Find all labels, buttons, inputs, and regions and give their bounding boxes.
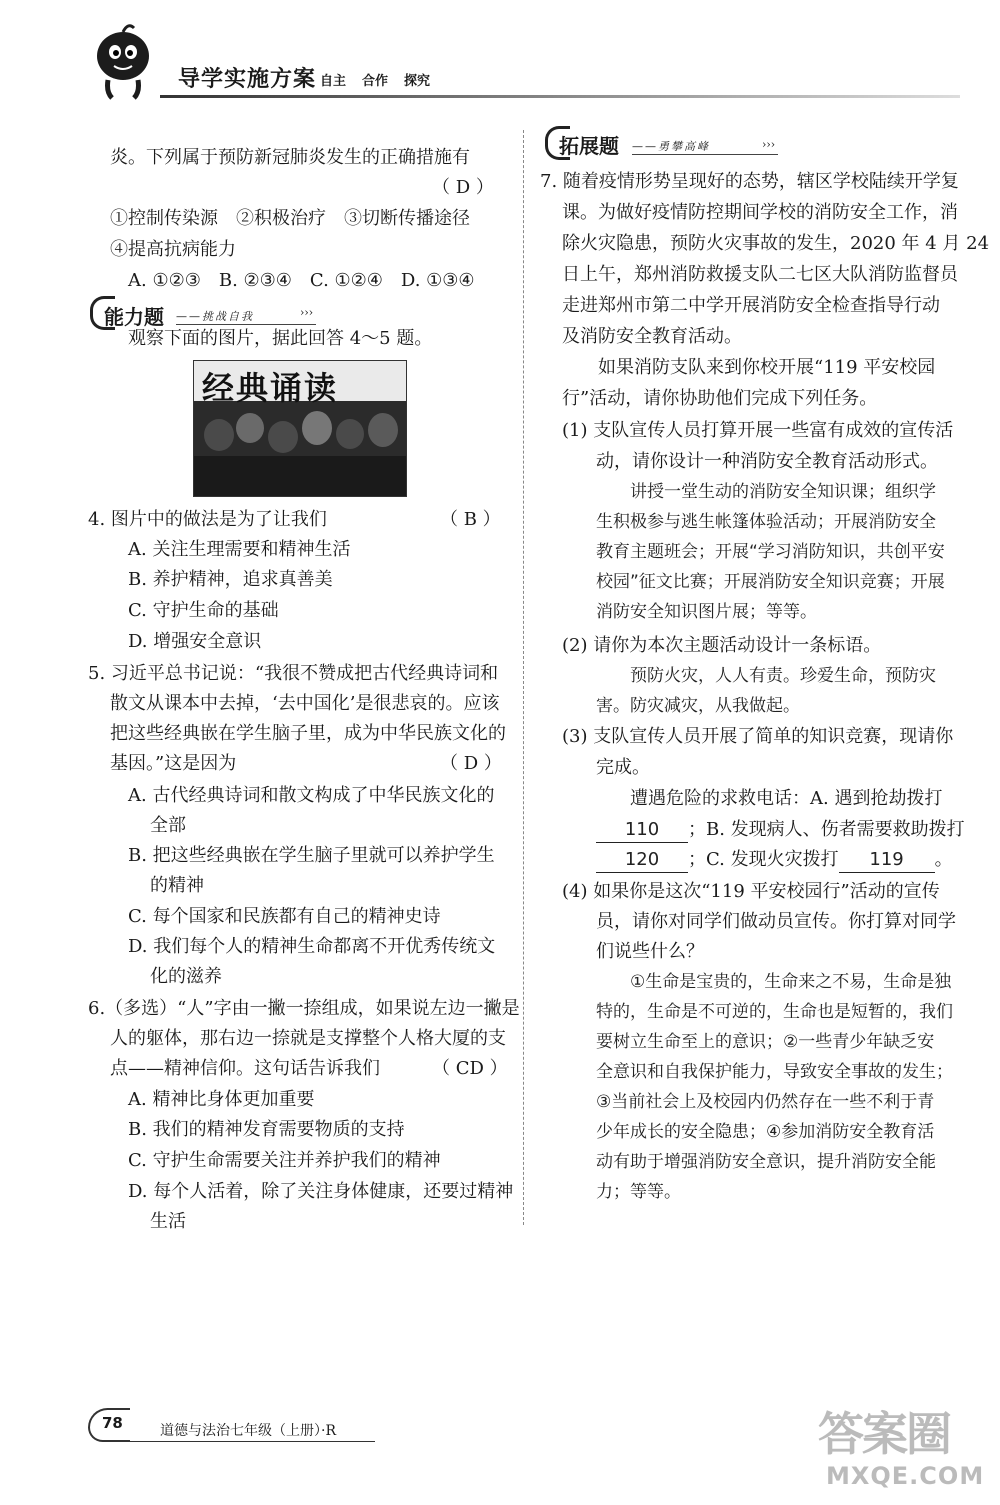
q6-option-a: A. 精神比身体更加重要: [128, 1089, 315, 1110]
q7-part3-row-2: [596, 818, 965, 843]
mascot-logo: [88, 22, 158, 104]
q7-part2-answer-2: 害。防灾减灾，从我做起。: [596, 696, 800, 716]
q6-answer: （ CD ）: [432, 1058, 508, 1079]
q7-part1-1: (1) 支队宣传人员打算开展一些富有成效的宣传活: [562, 420, 954, 441]
q6-stem-1: 6.（多选）“人”字由一撇一捺组成，如果说左边一撇是: [88, 998, 520, 1019]
ability-section-title: 能力题: [104, 305, 164, 329]
q5-option-c: C. 每个国家和民族都有自己的精神史诗: [128, 906, 441, 927]
q7-part1-2: 动，请你设计一种消防安全教育活动形式。: [596, 451, 938, 472]
q7-part1-answer-3: 教育主题班会；开展“学习消防知识，共创平安: [596, 542, 945, 562]
q7-part4-1: (4) 如果你是这次“119 平安校园行”活动的宣传: [562, 881, 940, 902]
q7-part3-text-2: ；B. 发现病人、伤者需要救助拨打: [688, 819, 965, 840]
q7-stem-4: 日上午，郑州消防救援支队二七区大队消防监督员: [562, 264, 958, 285]
q7-part3-1: (3) 支队宣传人员开展了简单的知识竞赛，现请你: [562, 726, 954, 747]
q7-part3-text-3: ；C. 发现火灾拨打: [688, 849, 839, 870]
q7-stem-5: 走进郑州市第二中学开展消防安全检查指导行动: [562, 295, 940, 316]
q5-option-d: D. 我们每个人的精神生命都离不开优秀传统文: [128, 936, 496, 957]
q5-stem-3: 把这些经典嵌在学生脑子里，成为中华民族文化的: [110, 723, 506, 744]
page-number: 78: [102, 1414, 123, 1432]
header-title: 导学实施方案: [178, 67, 317, 92]
q4-stem: 4. 图片中的做法是为了让我们: [88, 509, 327, 530]
header-tag-1: 自主: [320, 74, 347, 89]
answer-blank-110: 110: [596, 818, 688, 843]
section-arrows-icon: ›››: [300, 306, 314, 319]
q7-part4-answer-3: 要树立生命至上的意识；②一些青少年缺乏安: [596, 1032, 935, 1052]
q5-option-b: B. 把这些经典嵌在学生脑子里就可以养护学生: [128, 845, 495, 866]
column-divider: [523, 130, 524, 1225]
q7-stem-2: 课。为做好疫情防控期间学校的消防安全工作，消: [562, 202, 958, 223]
answer-blank-120: 120: [596, 848, 688, 873]
q5-option-a-cont: 全部: [150, 815, 186, 836]
q3-option-line-1: ①控制传染源 ②积极治疗 ③切断传播途径: [110, 208, 470, 229]
q7-part1-answer-4: 校园”征文比赛；开展消防安全知识竞赛；开展: [596, 572, 945, 592]
header-tag-2: 合作: [362, 74, 389, 89]
q4-5-intro: 观察下面的图片，据此回答 4～5 题。: [128, 328, 433, 349]
q7-part2: (2) 请你为本次主题活动设计一条标语。: [562, 635, 882, 656]
header-tag-3: 探究: [404, 74, 431, 89]
q6-stem-3: 点——精神信仰。这句话告诉我们: [110, 1058, 380, 1079]
q7-part3-text-4: 。: [934, 849, 953, 870]
section-arrows-icon: ›››: [762, 138, 776, 151]
q7-part3-2: 完成。: [596, 757, 650, 778]
q7-part4-answer-2: 特的，生命是不可逆的，生命也是短暂的，我们: [596, 1002, 953, 1022]
q4-option-d: D. 增强安全意识: [128, 631, 262, 652]
q7-part3-text-1: 遭遇危险的求救电话：A. 遇到抢劫拨打: [630, 788, 943, 809]
q3-line-1: 炎。下列属于预防新冠肺炎发生的正确措施有: [110, 147, 470, 168]
extension-section-title: 拓展题: [559, 134, 619, 158]
q6-option-d-cont: 生活: [150, 1211, 186, 1232]
q6-option-b: B. 我们的精神发育需要物质的支持: [128, 1119, 405, 1140]
q5-stem-2: 散文从课本中去掉，‘去中国化’是很悲哀的。应该: [110, 693, 500, 714]
q3-option-line-2: ④提高抗病能力: [110, 239, 236, 260]
q7-part4-answer-4: 全意识和自我保护能力，导致安全事故的发生；: [596, 1062, 953, 1082]
q4-answer: （ B ）: [440, 509, 501, 530]
q5-option-b-cont: 的精神: [150, 875, 204, 896]
q5-stem-4: 基因。”这是因为: [110, 753, 237, 774]
q5-option-d-cont: 化的滋养: [150, 966, 222, 987]
q6-stem-2: 人的躯体，那右边一捺就是支撑整个人格大厦的支: [110, 1028, 506, 1049]
q3-answer: （ D ）: [432, 177, 494, 198]
watermark-url: MXQE.COM: [826, 1462, 985, 1490]
q7-part4-answer-7: 动有助于增强消防安全意识，提升消防安全能: [596, 1152, 936, 1172]
q7-part4-answer-6: 少年成长的安全隐患；④参加消防安全教育活: [596, 1122, 935, 1142]
photo-caption: 经典诵读: [202, 369, 339, 407]
q7-part4-answer-5: ③当前社会上及校园内仍然存在一些不利于青: [596, 1092, 935, 1112]
answer-blank-119: 119: [839, 848, 935, 873]
q4-option-b: B. 养护精神，追求真善美: [128, 569, 333, 590]
q4-option-a: A. 关注生理需要和精神生活: [128, 539, 351, 560]
ability-section-subtitle: ——挑战自我: [176, 310, 254, 323]
q7-part1-answer-2: 生积极参与逃生帐篷体验活动；开展消防安全: [596, 512, 936, 532]
footer-rule: [130, 1441, 375, 1442]
classic-reading-photo: [193, 360, 407, 497]
q6-option-c: C. 守护生命需要关注并养护我们的精神: [128, 1150, 441, 1171]
q7-part1-answer-1: 讲授一堂生动的消防安全知识课；组织学: [630, 482, 936, 502]
q7-intro-1: 如果消防支队来到你校开展“119 平安校园: [598, 357, 936, 378]
q7-part2-answer-1: 预防火灾，人人有责。珍爱生命，预防灾: [630, 666, 936, 686]
header-rule: [160, 95, 960, 98]
q7-part4-3: 们说些什么？: [596, 941, 704, 962]
q7-part4-answer-8: 力；等等。: [596, 1182, 681, 1202]
q7-part4-answer-1: ①生命是宝贵的，生命来之不易，生命是独: [630, 972, 952, 992]
q7-part1-answer-5: 消防安全知识图片展；等等。: [596, 602, 817, 622]
q7-part3-row-3: [596, 848, 953, 873]
q7-part4-2: 员，请你对同学们做动员宣传。你打算对同学: [596, 911, 956, 932]
q7-stem-6: 及消防安全教育活动。: [562, 326, 742, 347]
q5-stem-1: 5. 习近平总书记说：“我很不赞成把古代经典诗词和: [88, 663, 499, 684]
q5-answer: （ D ）: [440, 753, 502, 774]
q7-stem-3: 除火灾隐患，预防火灾事故的发生，2020 年 4 月 24: [562, 233, 990, 254]
ability-section-rule: [176, 324, 316, 325]
watermark-logo: 答案圈: [818, 1407, 950, 1461]
extension-section-subtitle: ——勇攀高峰: [632, 140, 710, 153]
q6-option-d: D. 每个人活着，除了关注身体健康，还要过精神: [128, 1181, 514, 1202]
q3-option-line-3: A. ①②③ B. ②③④ C. ①②④ D. ①③④: [128, 270, 475, 291]
q7-intro-2: 行”活动，请你协助他们完成下列任务。: [562, 388, 878, 409]
footer-book-title: 道德与法治七年级（上册）·R: [160, 1423, 336, 1439]
q7-stem-1: 7. 随着疫情形势呈现好的态势，辖区学校陆续开学复: [540, 171, 959, 192]
q4-option-c: C. 守护生命的基础: [128, 600, 279, 621]
q5-option-a: A. 古代经典诗词和散文构成了中华民族文化的: [128, 785, 495, 806]
extension-section-rule: [632, 154, 778, 155]
